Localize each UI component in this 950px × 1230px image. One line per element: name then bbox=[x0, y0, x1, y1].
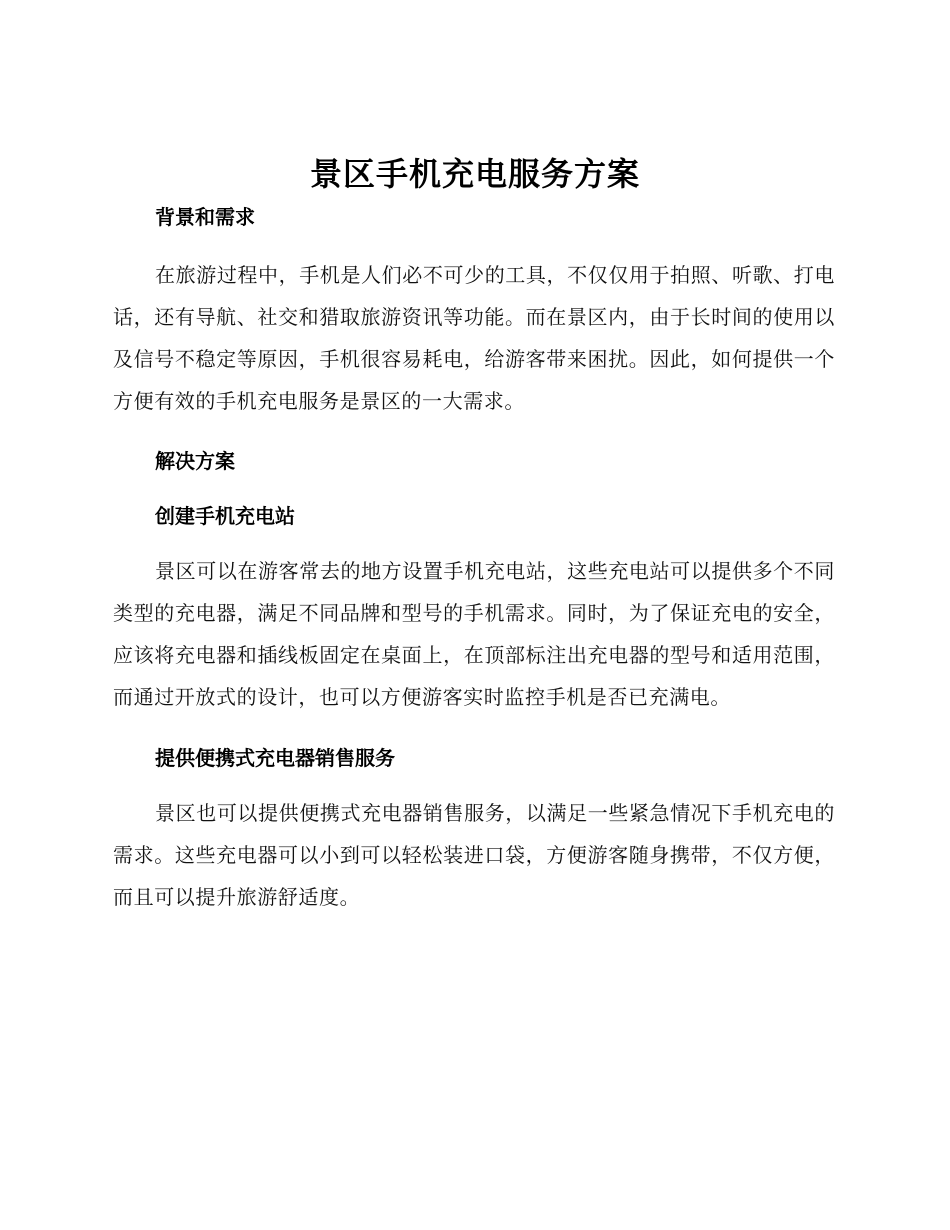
paragraph-charging-station: 景区可以在游客常去的地方设置手机充电站，这些充电站可以提供多个不同类型的充电器，满足不同品牌和型号的手机需求。同时，为了保证充电的安全，应该将充电器和插线板固定在桌面上，在顶部标注出充电器的型号和适用范围，而通过开放式的设计，也可以方便游客实时监控手机是否已充满电。 bbox=[113, 559, 835, 709]
section-heading-background: 背景和需求 bbox=[155, 205, 255, 229]
subsection-heading-portable-charger: 提供便携式充电器销售服务 bbox=[155, 746, 395, 770]
paragraph-background: 在旅游过程中，手机是人们必不可少的工具，不仅仅用于拍照、听歌、打电话，还有导航、社交和猎取旅游资讯等功能。而在景区内，由于长时间的使用以及信号不稳定等原因，手机很容易耗电，给游客带来困扰。因此，如何提供一个方便有效的手机充电服务是景区的一大需求。 bbox=[113, 263, 835, 413]
subsection-heading-charging-station: 创建手机充电站 bbox=[155, 504, 295, 528]
paragraph-portable-charger: 景区也可以提供便携式充电器销售服务，以满足一些紧急情况下手机充电的需求。这些充电器可以小到可以轻松装进口袋，方便游客随身携带，不仅方便，而且可以提升旅游舒适度。 bbox=[113, 801, 835, 909]
page-title: 景区手机充电服务方案 bbox=[309, 155, 640, 193]
section-heading-solution: 解决方案 bbox=[155, 449, 235, 473]
